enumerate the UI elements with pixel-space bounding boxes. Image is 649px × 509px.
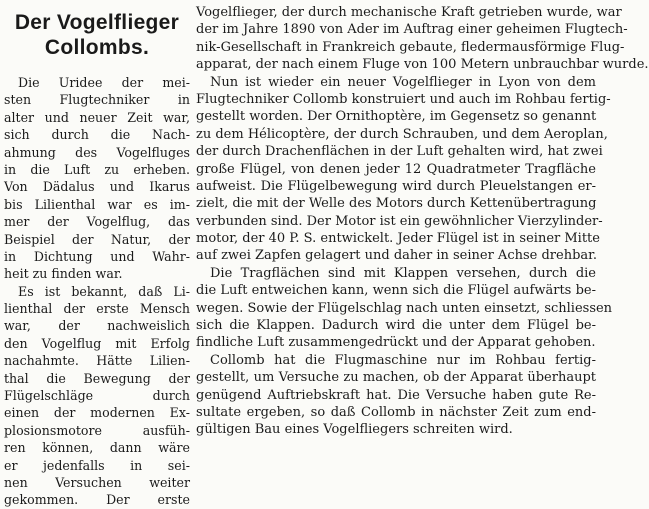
text-line: sich die Klappen. Dadurch wird die unter dem Flügel be- bbox=[196, 318, 596, 334]
text-line: war, der nachweislich bbox=[4, 318, 190, 334]
article-headline bbox=[4, 10, 190, 60]
text-line: ahmung des Vogelfluges bbox=[4, 144, 190, 160]
text-line: lienthal der erste Mensch bbox=[4, 301, 190, 317]
text-line: zielt, die mit der Welle des Motors durch Kettenübertragung bbox=[196, 196, 597, 212]
text-line: einen der modernen Ex- bbox=[4, 405, 190, 421]
text-line: findliche Luft zusammengedrückt und der Apparat gehoben. bbox=[196, 335, 596, 351]
text-line: Flügelschläge durch bbox=[4, 388, 190, 404]
text-line: genügend Auftriebskraft hat. Die Versuche haben gute Re- bbox=[196, 387, 596, 403]
text-line: Nun ist wieder ein neuer Vogelflieger in Lyon von dem bbox=[210, 74, 596, 90]
text-line: aufweist. Die Flügelbewegung wird durch Pleuelstangen er- bbox=[196, 178, 596, 194]
text-line: der durch Drachenflächen in der Luft gehalten wird, hat zwei bbox=[196, 144, 603, 160]
text-line: bis Lilienthal war es im- bbox=[4, 196, 190, 212]
text-line: in Dichtung und Wahr- bbox=[4, 248, 190, 264]
text-line: gestellt, um Versuche zu machen, ob der Apparat überhaupt bbox=[196, 370, 596, 386]
text-line: gestellt worden. Der Ornithoptère, im Gegensetz so genannt bbox=[196, 109, 597, 125]
text-line: sich durch die Nach- bbox=[4, 127, 190, 143]
text-line: Beispiel der Natur, der bbox=[4, 231, 190, 247]
text-line: der im Jahre 1890 von Ader im Auftrag einer geheimen Flugtech- bbox=[196, 22, 628, 38]
text-line: zu dem Hélicoptère, der durch Schrauben, und dem Aeroplan, bbox=[196, 126, 608, 142]
text-line: verbunden sind. Der Motor ist ein gewöhnlicher Vierzylinder- bbox=[196, 213, 603, 229]
text-line: auf zwei Zapfen gelagert und daher in seiner Achse drehbar. bbox=[196, 248, 598, 264]
text-line: große Flügel, von denen jeder 12 Quadratmeter Tragfläche bbox=[196, 161, 596, 177]
text-line: Die Tragflächen sind mit Klappen versehen, durch die bbox=[210, 265, 596, 281]
right-column-text bbox=[196, 4, 649, 439]
text-line: heit zu finden war. bbox=[4, 266, 123, 282]
text-line: apparat, der nach einem Fluge von 100 Metern unbrauchbar wurde. bbox=[196, 57, 649, 73]
text-line: motor, der 40 P. S. entwickelt. Jeder Flügel ist in seiner Mitte bbox=[196, 231, 600, 247]
text-line: Vogelflieger, der durch mechanische Kraft getrieben wurde, war bbox=[196, 5, 622, 20]
text-line: Flugtechniker Collomb konstruiert und auch im Rohbau fertig- bbox=[196, 91, 611, 107]
right-column bbox=[196, 4, 649, 439]
text-line: den Vogelflug mit Erfolg bbox=[4, 335, 190, 351]
text-line: sten Flugtechniker in bbox=[4, 92, 190, 108]
text-line: Von Dädalus und Ikarus bbox=[4, 179, 190, 195]
text-line: mer der Vogelflug, das bbox=[4, 214, 190, 230]
text-line: Die Uridee der mei- bbox=[18, 75, 190, 90]
headline-line-2: Collombs. bbox=[44, 36, 150, 59]
text-line: sultate ergeben, so daß Collomb in nächster Zeit zum end- bbox=[196, 404, 596, 420]
text-line: nen Versuchen weiter bbox=[4, 474, 190, 490]
text-line: wegen. Sowie der Flügelschlag nach unten einsetzt, schliessen bbox=[196, 300, 613, 316]
text-line: nik-Gesellschaft in Frankreich gebaute, fledermausförmige Flug- bbox=[196, 39, 625, 55]
headline-line-1: Der Vogelflieger bbox=[14, 11, 180, 34]
text-line: plosionsmotore ausfüh- bbox=[4, 422, 190, 438]
text-line: nachahmte. Hätte Lilien- bbox=[4, 353, 190, 369]
text-line: die Luft entweichen kann, wenn sich die Flügel aufwärts be- bbox=[196, 283, 596, 299]
text-line: in die Luft zu erheben. bbox=[4, 161, 190, 177]
text-line: ren können, dann wäre bbox=[4, 440, 190, 456]
text-line: alter und neuer Zeit war, bbox=[4, 109, 190, 125]
text-line: gültigen Bau eines Vogelfliegers schreiten wird. bbox=[196, 422, 513, 438]
text-line: gekommen. Der erste bbox=[4, 492, 190, 508]
text-line: Collomb hat die Flugmaschine nur im Rohbau fertig- bbox=[210, 352, 596, 368]
text-line: Es ist bekannt, daß Li- bbox=[18, 283, 190, 299]
text-line: thal die Bewegung der bbox=[4, 370, 190, 386]
text-line: er jedenfalls in sei- bbox=[4, 457, 190, 473]
left-column bbox=[4, 4, 190, 509]
left-column-text bbox=[4, 74, 190, 509]
